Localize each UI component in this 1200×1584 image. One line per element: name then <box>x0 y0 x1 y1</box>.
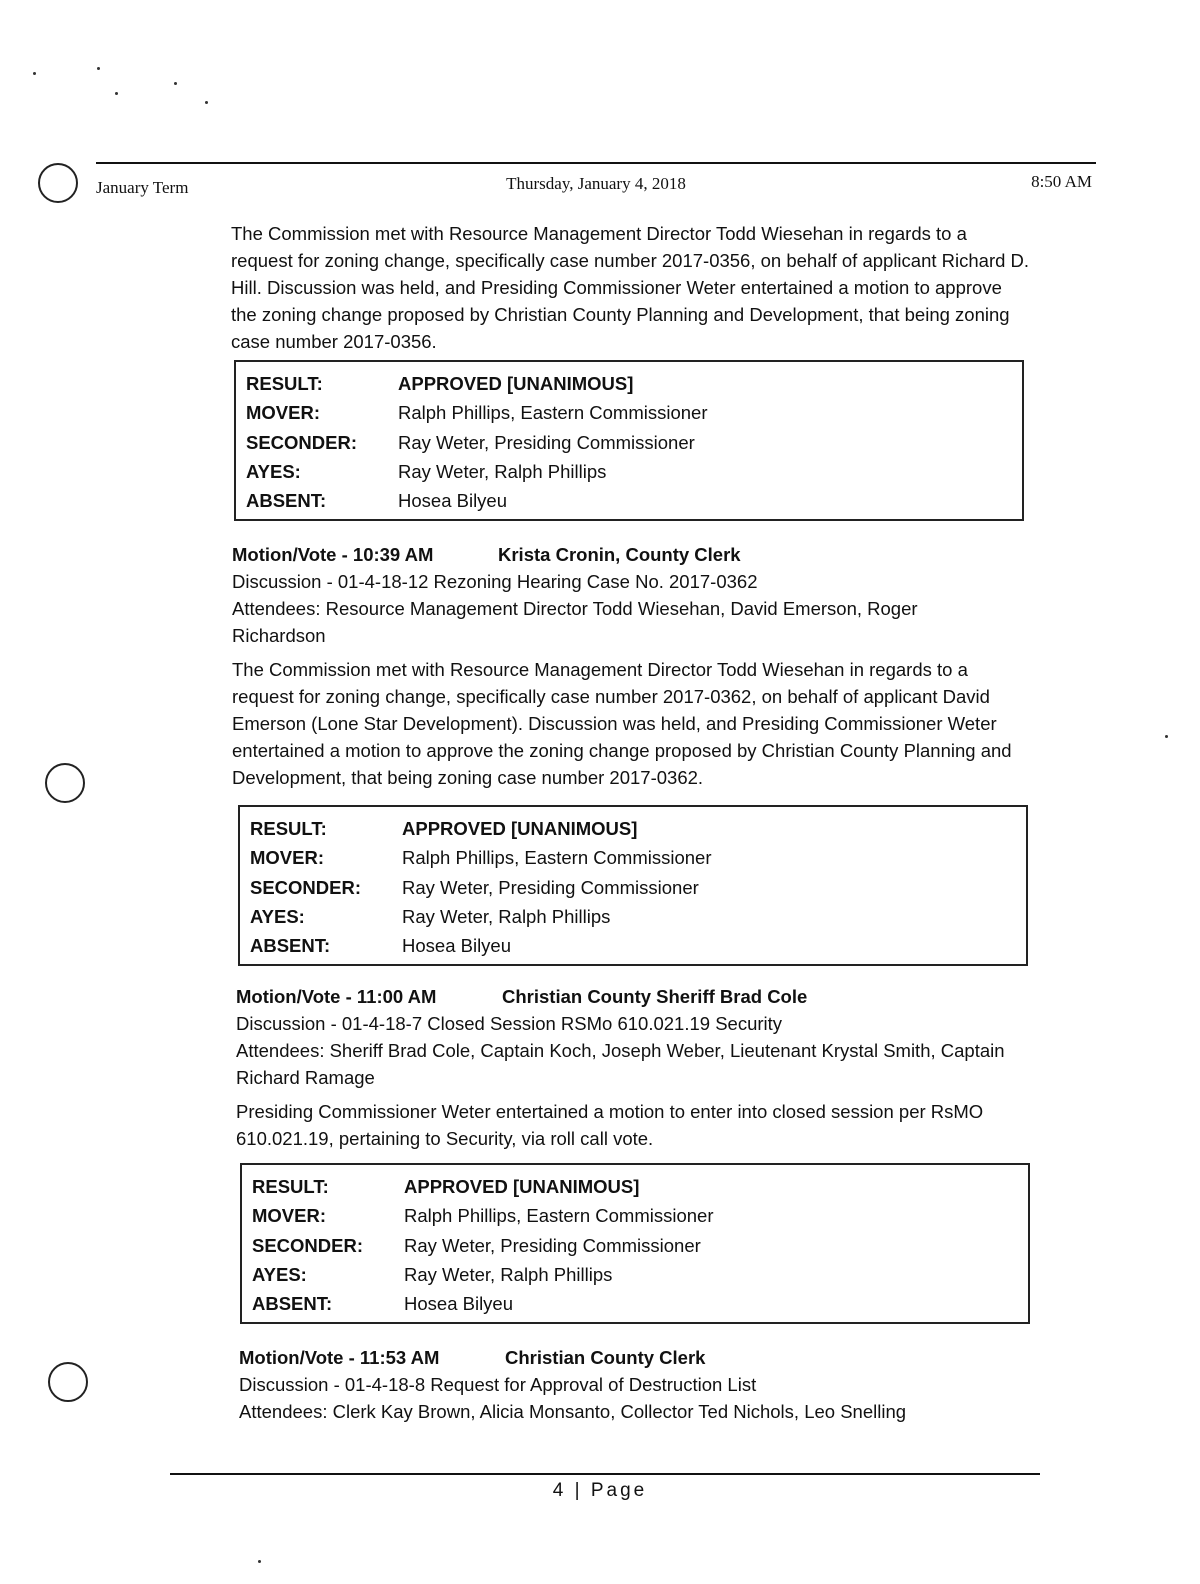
ayes-label: AYES: <box>250 906 305 928</box>
vote-result-row <box>250 814 1012 843</box>
vote-ayes-row <box>252 1260 1014 1289</box>
motion-heading-title: Motion/Vote - 11:53 AM <box>239 1347 440 1368</box>
motion-attendees: Attendees: Resource Management Director Todd Wiesehan, David Emerson, Roger Richardson <box>232 598 918 646</box>
motion-heading-title: Motion/Vote - 11:00 AM <box>236 986 437 1007</box>
ayes-label: AYES: <box>246 461 301 483</box>
scan-speck <box>174 82 177 85</box>
scan-speck <box>258 1560 261 1563</box>
seconder-value: Ray Weter, Presiding Commissioner <box>402 876 699 898</box>
vote-result-row <box>252 1172 1014 1201</box>
vote-absent-row <box>250 931 1012 960</box>
motion-heading-title: Motion/Vote - 10:39 AM <box>232 544 434 565</box>
vote-section-2 <box>238 805 1038 966</box>
punch-hole-bottom <box>48 1362 88 1402</box>
page-header <box>96 172 1096 198</box>
motion-presenter: Krista Cronin, County Clerk <box>498 544 741 565</box>
vote-table <box>238 805 1028 966</box>
mover-label: MOVER: <box>252 1205 326 1227</box>
motion-paragraph: The Commission met with Resource Management Director Todd Wiesehan in regards to a request for zoning change, specifically case number 2017-0362, on behalf of applicant David Emerson (Lone Star Development). Discussion was held, and Presiding Commissioner Weter entertained a motion to approve the zoning change proposed by Christian County Planning and Development, that being zoning case number 2017-0362. <box>232 659 1012 788</box>
ayes-value: Ray Weter, Ralph Phillips <box>398 461 607 483</box>
seconder-label: SECONDER: <box>252 1234 364 1256</box>
vote-mover-row <box>252 1201 1014 1230</box>
motion-presenter: Christian County Sheriff Brad Cole <box>502 986 808 1007</box>
vote-absent-row <box>252 1289 1014 1318</box>
header-time: 8:50 AM <box>1031 172 1092 191</box>
absent-value: Hosea Bilyeu <box>398 490 508 512</box>
motion-section-4 <box>239 1344 1039 1425</box>
mover-value: Ralph Phillips, Eastern Commissioner <box>404 1205 714 1227</box>
result-value: APPROVED [UNANIMOUS] <box>398 373 634 395</box>
mover-value: Ralph Phillips, Eastern Commissioner <box>402 847 712 869</box>
result-label: RESULT: <box>246 373 323 395</box>
mover-value: Ralph Phillips, Eastern Commissioner <box>398 402 708 424</box>
absent-label: ABSENT: <box>246 490 327 512</box>
result-value: APPROVED [UNANIMOUS] <box>404 1176 640 1198</box>
motion-discussion: Discussion - 01-4-18-12 Rezoning Hearing Case No. 2017-0362 <box>232 571 758 592</box>
ayes-label: AYES: <box>252 1264 307 1286</box>
page-number: 4 | Page <box>552 1480 648 1501</box>
vote-mover-row <box>250 843 1012 872</box>
result-value: APPROVED [UNANIMOUS] <box>402 818 638 840</box>
punch-hole-top <box>38 163 78 203</box>
footer-rule <box>170 1473 1040 1475</box>
motion-heading <box>239 1344 1039 1371</box>
absent-value: Hosea Bilyeu <box>404 1293 514 1315</box>
vote-ayes-row <box>246 457 1008 486</box>
motion-paragraph: Presiding Commissioner Weter entertained a motion to enter into closed session per RsMO 610.021.19, pertaining to Security, via roll call vote. <box>236 1101 984 1149</box>
mover-label: MOVER: <box>246 402 320 424</box>
header-term: January Term <box>96 178 189 197</box>
motion-heading <box>232 541 1032 568</box>
seconder-value: Ray Weter, Presiding Commissioner <box>404 1234 701 1256</box>
motion-attendees: Attendees: Sheriff Brad Cole, Captain Koch, Joseph Weber, Lieutenant Krystal Smith, Captain Richard Ramage <box>236 1040 1005 1088</box>
scan-speck <box>97 67 100 70</box>
vote-table <box>234 360 1024 521</box>
absent-label: ABSENT: <box>252 1293 333 1315</box>
motion-presenter: Christian County Clerk <box>505 1347 706 1368</box>
motion-section-3 <box>236 983 1036 1152</box>
motion-discussion: Discussion - 01-4-18-7 Closed Session RSMo 610.021.19 Security <box>236 1013 783 1034</box>
motion-discussion: Discussion - 01-4-18-8 Request for Approval of Destruction List <box>239 1374 757 1395</box>
vote-mover-row <box>246 398 1008 427</box>
vote-seconder-row <box>246 428 1008 457</box>
vote-result-row <box>246 369 1008 398</box>
absent-value: Hosea Bilyeu <box>402 935 512 957</box>
intro-section <box>231 220 1031 355</box>
absent-label: ABSENT: <box>250 935 331 957</box>
scan-speck <box>205 101 208 104</box>
vote-section-1 <box>234 360 1034 521</box>
ayes-value: Ray Weter, Ralph Phillips <box>402 906 611 928</box>
scan-speck <box>33 72 36 75</box>
ayes-value: Ray Weter, Ralph Phillips <box>404 1264 613 1286</box>
punch-hole-middle <box>45 763 85 803</box>
vote-ayes-row <box>250 902 1012 931</box>
scan-speck <box>1165 735 1168 738</box>
seconder-value: Ray Weter, Presiding Commissioner <box>398 431 695 453</box>
vote-seconder-row <box>250 873 1012 902</box>
seconder-label: SECONDER: <box>246 431 358 453</box>
vote-section-3 <box>240 1163 1040 1324</box>
vote-absent-row <box>246 486 1008 515</box>
motion-section-2 <box>232 541 1032 791</box>
result-label: RESULT: <box>252 1176 329 1198</box>
result-label: RESULT: <box>250 818 327 840</box>
seconder-label: SECONDER: <box>250 876 362 898</box>
vote-seconder-row <box>252 1231 1014 1260</box>
mover-label: MOVER: <box>250 847 324 869</box>
intro-paragraph: The Commission met with Resource Management Director Todd Wiesehan in regards to a request for zoning change, specifically case number 2017-0356, on behalf of applicant Richard D. Hill. Discussion was held, and Presiding Commissioner Weter entertained a motion to approve the zoning change proposed by Christian County Planning and Development, that being zoning case number 2017-0356. <box>231 223 1030 352</box>
motion-heading <box>236 983 1036 1010</box>
header-rule <box>96 162 1096 164</box>
vote-table <box>240 1163 1030 1324</box>
scan-speck <box>115 92 118 95</box>
header-date: Thursday, January 4, 2018 <box>506 174 686 193</box>
motion-attendees: Attendees: Clerk Kay Brown, Alicia Monsanto, Collector Ted Nichols, Leo Snelling <box>239 1401 907 1422</box>
